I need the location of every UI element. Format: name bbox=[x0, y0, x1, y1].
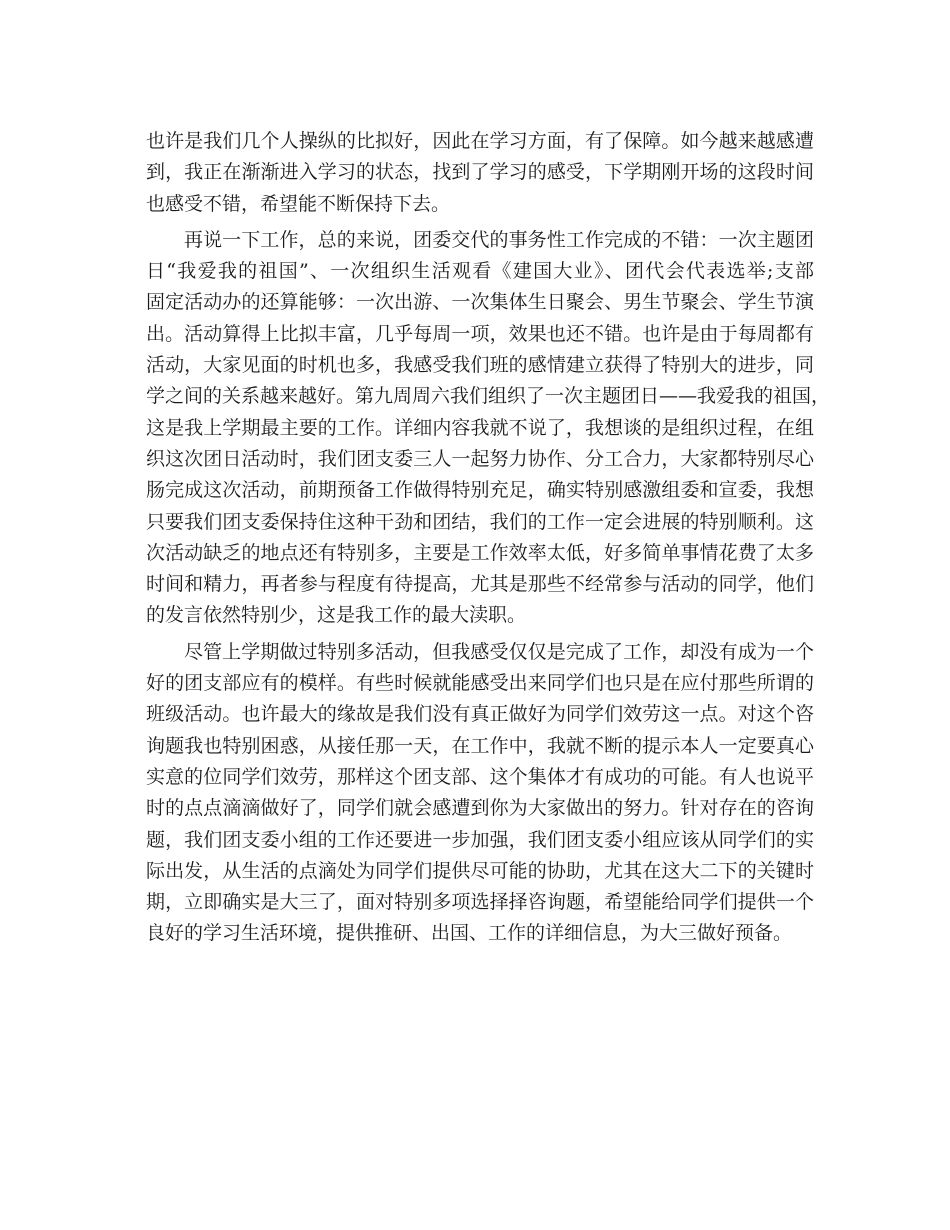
paragraph-2 bbox=[146, 225, 831, 632]
paragraph-line: 出。活动算得上比拟丰富，几乎每周一项，效果也还不错。也许是由于每周都有 bbox=[146, 322, 814, 345]
paragraph-line: 时间和精力，再者参与程度有待提高，尤其是那些不经常参与活动的同学，他们 bbox=[146, 573, 814, 596]
document-body bbox=[146, 126, 831, 950]
paragraph-line: 期，立即确实是大三了，面对特别多项选择择咨询题，希望能给同学们提供一个 bbox=[146, 891, 814, 914]
paragraph-line: 只要我们团支委保持住这种干劲和团结，我们的工作一定会进展的特别顺利。这 bbox=[146, 510, 814, 533]
paragraph-1 bbox=[146, 126, 814, 220]
paragraph-line: 日“我爱我的祖国”、一次组织生活观看《建国大业》、团代会代表选举;支部 bbox=[146, 260, 814, 283]
paragraph-line: 织这次团日活动时，我们团支委三人一起努力协作、分工合力，大家都特别尽心 bbox=[146, 447, 814, 470]
paragraph-line: 询题我也特别困惑，从接任那一天，在工作中，我就不断的提示本人一定要真心 bbox=[146, 734, 814, 757]
paragraph-line: 时的点点滴滴做好了，同学们就会感遭到你为大家做出的努力。针对存在的咨询 bbox=[146, 797, 814, 820]
paragraph-line: 学之间的关系越来越好。第九周周六我们组织了一次主题团日——我爱我的祖国， bbox=[146, 385, 831, 408]
paragraph-line: 这是我上学期最主要的工作。详细内容我就不说了，我想谈的是组织过程，在组 bbox=[146, 416, 814, 439]
paragraph-3 bbox=[146, 637, 814, 950]
paragraph-line: 次活动缺乏的地点还有特别多，主要是工作效率太低，好多简单事情花费了太多 bbox=[146, 541, 814, 564]
paragraph-line: 尽管上学期做过特别多活动，但我感受仅仅是完成了工作，却没有成为一个 bbox=[184, 640, 814, 663]
paragraph-line: 固定活动办的还算能够：一次出游、一次集体生日聚会、男生节聚会、学生节演 bbox=[146, 291, 814, 314]
paragraph-line: 肠完成这次活动，前期预备工作做得特别充足，确实特别感激组委和宣委，我想 bbox=[146, 479, 814, 502]
paragraph-line: 实意的位同学们效劳，那样这个团支部、这个集体才有成功的可能。有人也说平 bbox=[146, 765, 814, 788]
paragraph-line: 再说一下工作，总的来说，团委交代的事务性工作完成的不错：一次主题团 bbox=[184, 228, 814, 251]
paragraph-line: 的发言依然特别少，这是我工作的最大渎职。 bbox=[146, 604, 527, 627]
paragraph-line: 好的团支部应有的模样。有些时候就能感受出来同学们也只是在应付那些所谓的 bbox=[146, 672, 814, 695]
paragraph-line: 活动，大家见面的时机也多，我感受我们班的感情建立获得了特别大的进步，同 bbox=[146, 354, 814, 377]
paragraph-line: 也许是我们几个人操纵的比拟好，因此在学习方面，有了保障。如今越来越感遭 bbox=[146, 130, 814, 152]
paragraph-line: 良好的学习生活环境，提供推研、出国、工作的详细信息，为大三做好预备。 bbox=[146, 922, 793, 945]
paragraph-line: 到，我正在渐渐进入学习的状态，找到了学习的感受，下学期刚开场的这段时间 bbox=[146, 161, 814, 184]
paragraph-line: 际出发，从生活的点滴处为同学们提供尽可能的协助，尤其在这大二下的关键时 bbox=[146, 859, 814, 882]
paragraph-line: 班级活动。也许最大的缘故是我们没有真正做好为同学们效劳这一点。对这个咨 bbox=[146, 703, 814, 726]
paragraph-line: 题，我们团支委小组的工作还要进一步加强，我们团支委小组应该从同学们的实 bbox=[146, 828, 814, 851]
paragraph-line: 也感受不错，希望能不断保持下去。 bbox=[146, 192, 451, 215]
